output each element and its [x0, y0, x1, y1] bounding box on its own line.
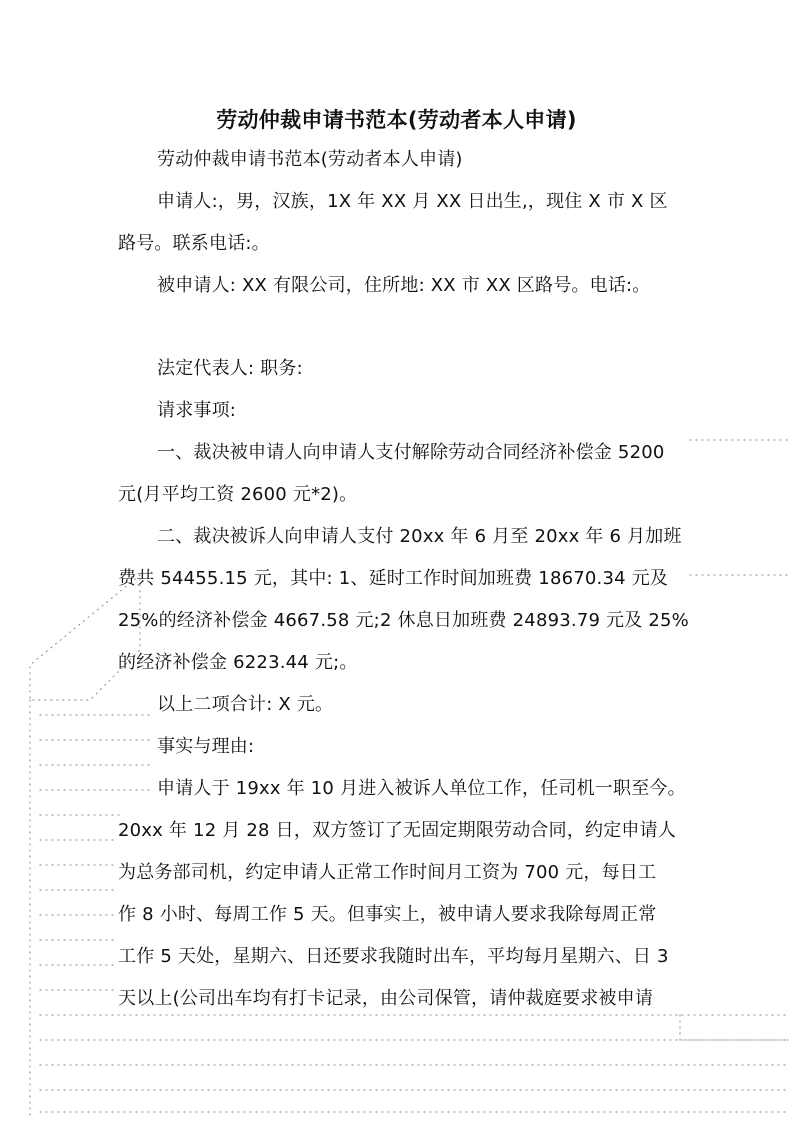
text-line-claim-2-cont-1: 费共 54455.15 元，其中: 1、延时工作时间加班费 18670.34 元及 — [118, 568, 669, 589]
text-line-facts-5: 工作 5 天处，星期六、日还要求我随时出车，平均每月星期六、日 3 — [118, 946, 669, 967]
text-line-claim-1-cont: 元(月平均工资 2600 元*2)。 — [118, 484, 358, 505]
text-line-subtitle: 劳动仲裁申请书范本(劳动者本人申请) — [157, 149, 463, 170]
text-line-claim-2-cont-3: 的经济补偿金 6223.44 元;。 — [118, 652, 358, 673]
text-line-respondent: 被申请人: XX 有限公司，住所地: XX 市 XX 区路号。电话:。 — [157, 275, 651, 296]
text-line-total: 以上二项合计: X 元。 — [157, 694, 334, 715]
text-line-facts-4: 作 8 小时、每周工作 5 天。但事实上，被申请人要求我除每周正常 — [118, 904, 657, 925]
text-line-claim-2-cont-2: 25%的经济补偿金 4667.58 元;2 休息日加班费 24893.79 元及 25% — [118, 610, 689, 631]
text-line-facts-1: 申请人于 19xx 年 10 月进入被诉人单位工作，任司机一职至今。 — [157, 778, 686, 799]
text-line-applicant-cont: 路号。联系电话:。 — [118, 233, 270, 254]
document-title: 劳动仲裁申请书范本(劳动者本人申请) — [216, 108, 577, 132]
text-line-legal-rep: 法定代表人: 职务: — [157, 358, 303, 379]
text-line-facts-3: 为总务部司机，约定申请人正常工作时间月工资为 700 元，每日工 — [118, 862, 657, 883]
text-line-facts-6: 天以上(公司出车均有打卡记录，由公司保管，请仲裁庭要求被申请 — [118, 988, 654, 1009]
text-line-facts-2: 20xx 年 12 月 28 日，双方签订了无固定期限劳动合同，约定申请人 — [118, 820, 677, 841]
text-line-claim-2: 二、裁决被诉人向申请人支付 20xx 年 6 月至 20xx 年 6 月加班 — [157, 526, 682, 547]
text-line-claim-1: 一、裁决被申请人向申请人支付解除劳动合同经济补偿金 5200 — [157, 442, 665, 463]
text-line-facts-heading: 事实与理由: — [157, 736, 255, 757]
text-line-applicant: 申请人:，男，汉族，1X 年 XX 月 XX 日出生,，现住 X 市 X 区 — [157, 191, 668, 212]
text-line-claims-heading: 请求事项: — [157, 400, 237, 421]
